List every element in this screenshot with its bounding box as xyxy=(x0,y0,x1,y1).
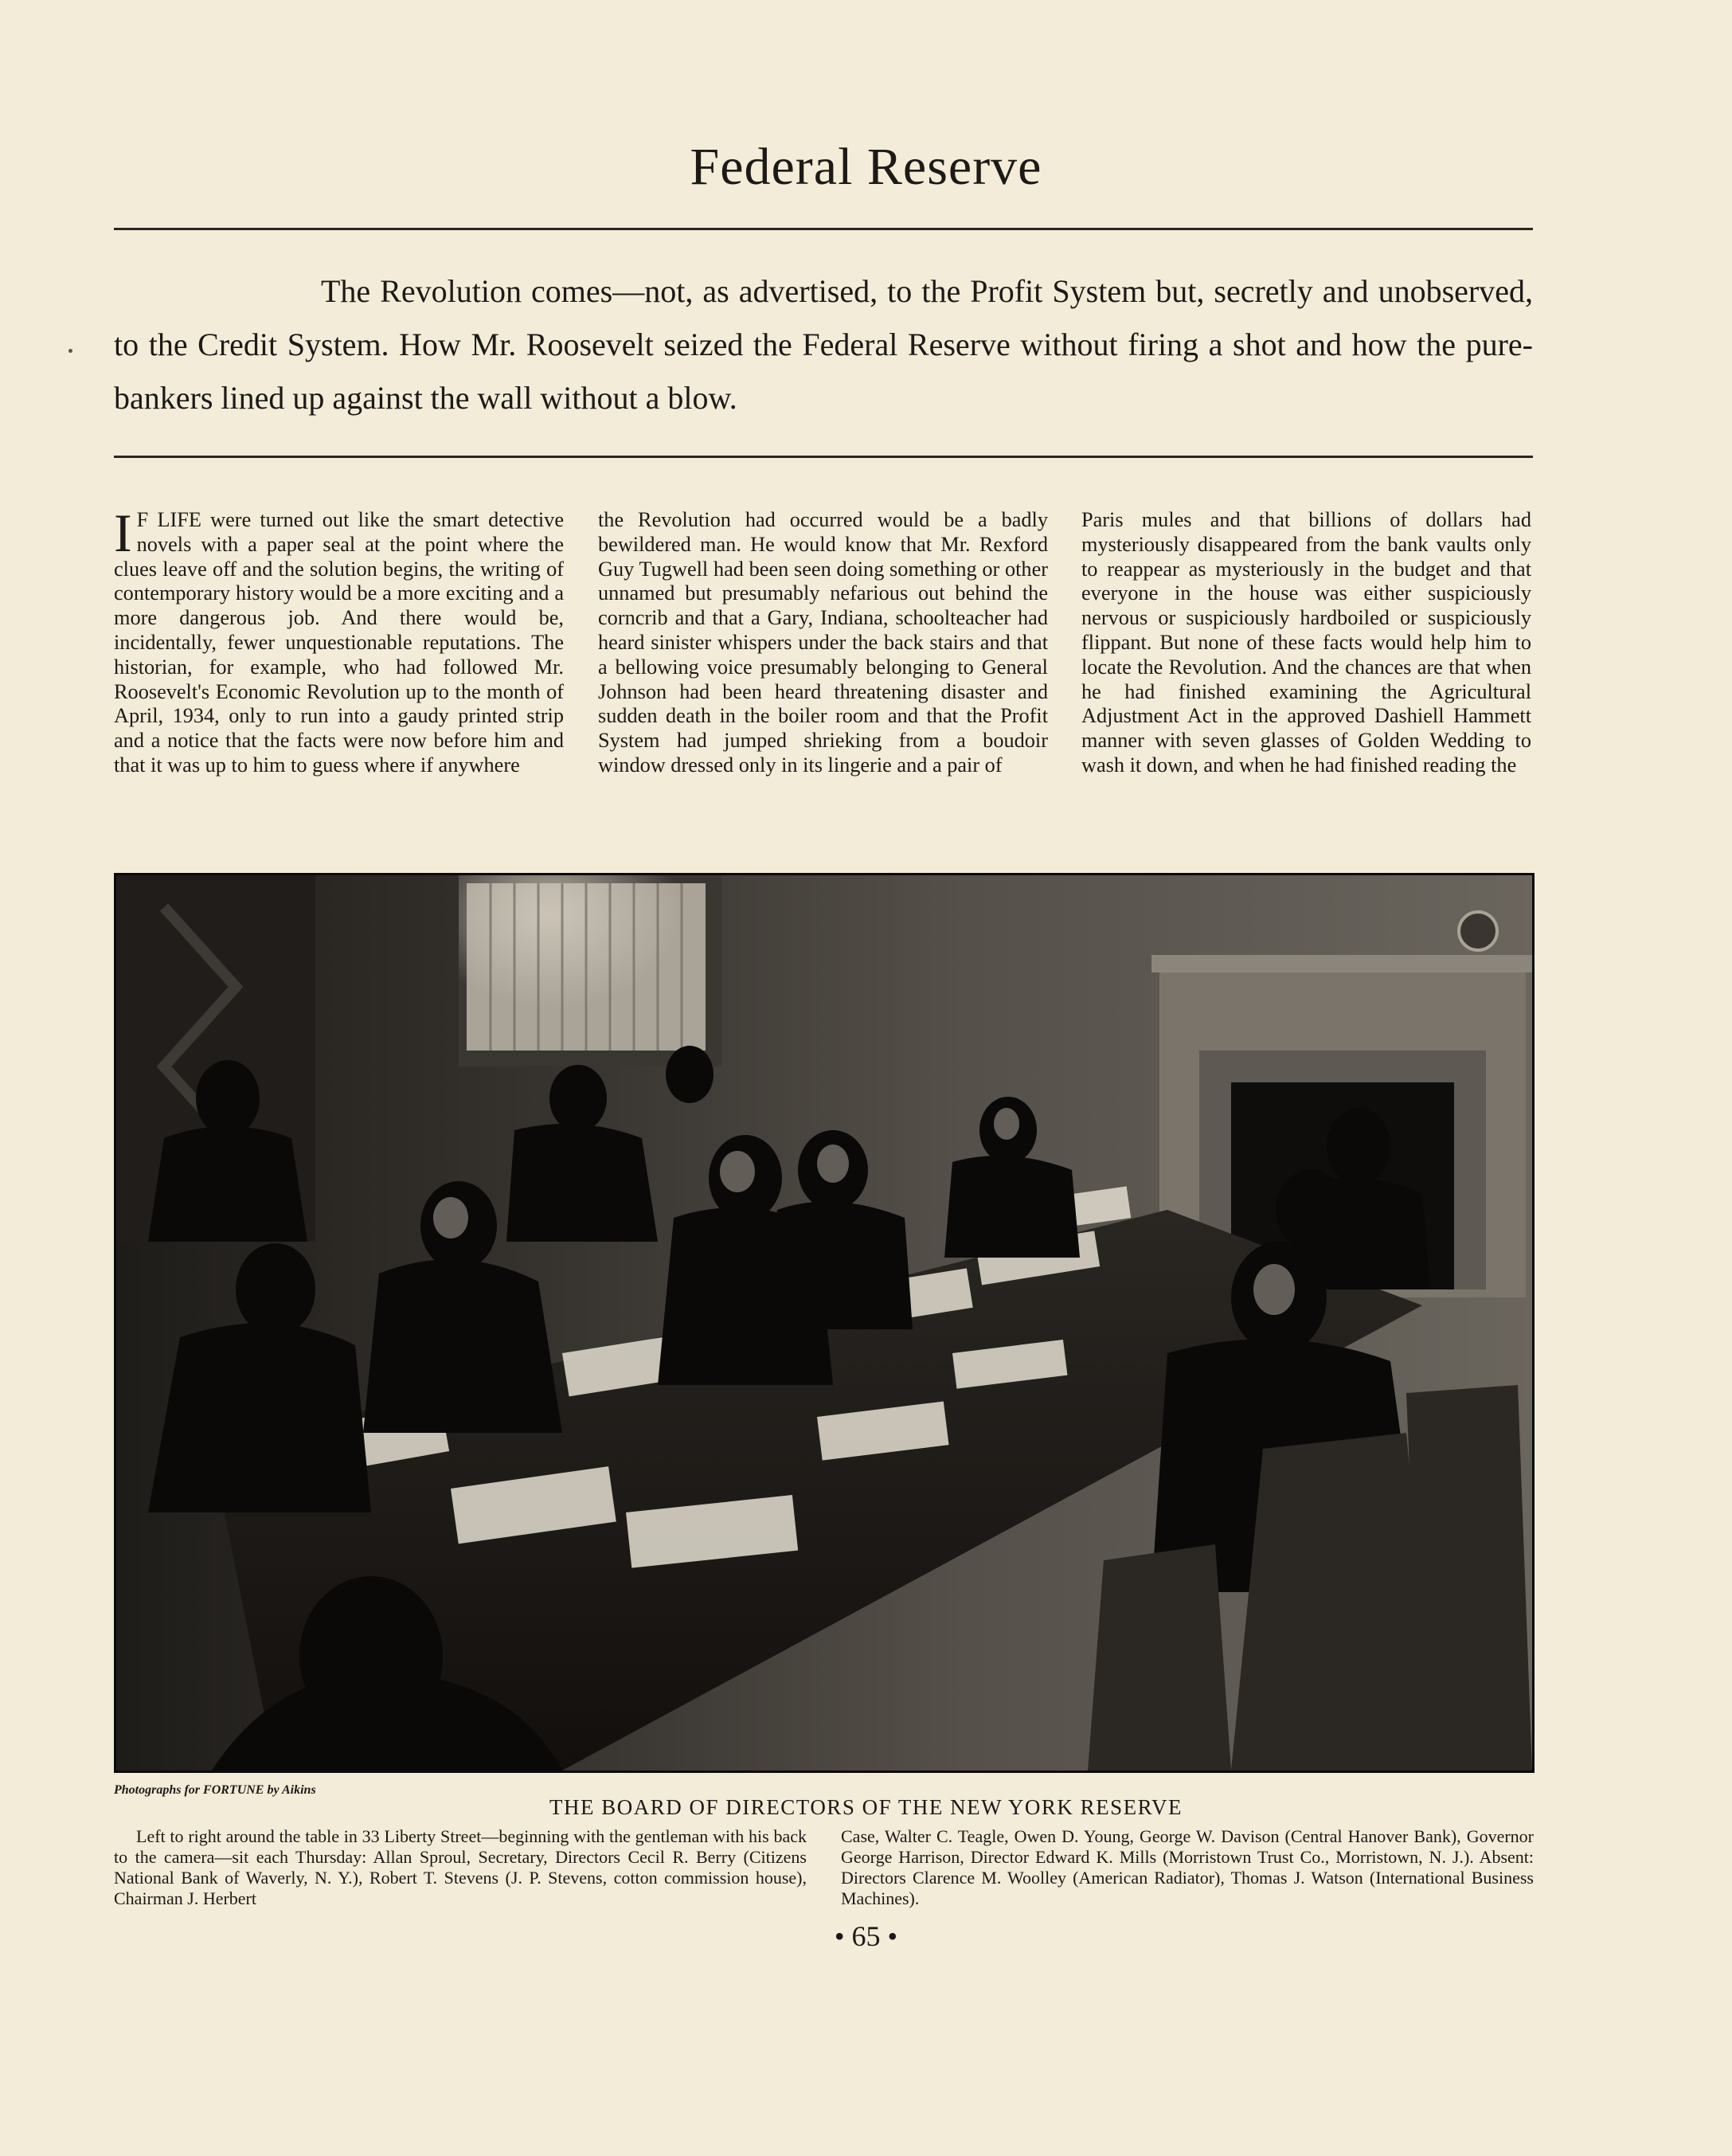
photo-caption-left: Left to right around the table in 33 Liberty Street—beginning with the gentleman with his back to the camera—sit each Thursday: Allan Sproul, Secretary, Directors Cecil R. Berry (Citizens National Bank of Waverly, N. Y.), Robert T. Stevens (J. P. Stevens, cotton commission house), Chairman J. Herbert xyxy=(114,1826,807,1908)
photo-caption-right: Case, Walter C. Teagle, Owen D. Young, George W. Davison (Central Hanover Bank), Governor George Harrison, Director Edward K. Mills (Morristown Trust Co., Morristown, N. J.). Absent: Directors Clarence M. Woolley (American Radiator), Thomas J. Watson (International Business Machines). xyxy=(841,1826,1534,1908)
body-column-1 xyxy=(114,503,564,778)
body-column-2: the Revolution had occurred would be a badly bewildered man. He would know that Mr. Rexford Guy Tugwell had been seen doing something or other unnamed but presumably nefarious out behind the corncrib and that a Gary, Indiana, schoolteacher had heard sinister whispers under the back stairs and that a bellowing voice presumably belonging to General Johnson had been heard threatening disaster and sudden death in the boiler room and that the Profit System had jumped shrieking from a boudoir window dressed only in its lingerie and a pair of xyxy=(598,508,1048,777)
photo-caption-title: THE BOARD OF DIRECTORS OF THE NEW YORK RESERVE xyxy=(549,1795,1183,1819)
board-meeting-photo xyxy=(114,873,1535,1773)
photo-credit: Photographs for FORTUNE by Aikins xyxy=(114,1783,316,1797)
body-column-1-text: F LIFE were turned out like the smart detective novels with a paper seal at the point where the clues leave off and the solution begins, the writing of contemporary history would be a more exciting and a more dangerous job. And there would be, incidentally, fewer unquestionable reputations. The historian, for example, who had followed Mr. Roosevelt's Economic Revolution up to the month of April, 1934, only to run into a gaudy printed strip and a notice that the facts were now before him and that it was up to him to guess where if anywhere xyxy=(114,508,564,777)
margin-mark xyxy=(68,349,72,353)
body-column-3: Paris mules and that billions of dollars had mysteriously disappeared from the bank vaults only to reappear as mysteriously in the budget and that everyone in the house was either suspiciously nervous or suspiciously hardboiled or suspiciously flippant. But none of these facts would help him to locate the Revolution. And the chances are that when he had finished examining the Agricultural Adjustment Act in the approved Dashiell Hammett manner with seven glasses of Golden Wedding to wash it down, and when he had finished reading the xyxy=(1081,508,1531,777)
page-number: • 65 • xyxy=(834,1920,898,1952)
article-deck: The Revolution comes—not, as advertised, to the Profit System but, secretly and unobserved, to the Credit System. How Mr. Roosevelt seized the Federal Reserve without firing a shot and how the pure-bankers lined up against the wall without a blow. xyxy=(114,273,1533,416)
article-title: Federal Reserve xyxy=(690,138,1042,196)
top-rule xyxy=(114,228,1533,230)
body-columns xyxy=(114,503,1533,835)
drop-cap: I xyxy=(114,503,132,563)
deck-bottom-rule xyxy=(114,456,1533,458)
photo-illustration xyxy=(116,875,1532,1771)
